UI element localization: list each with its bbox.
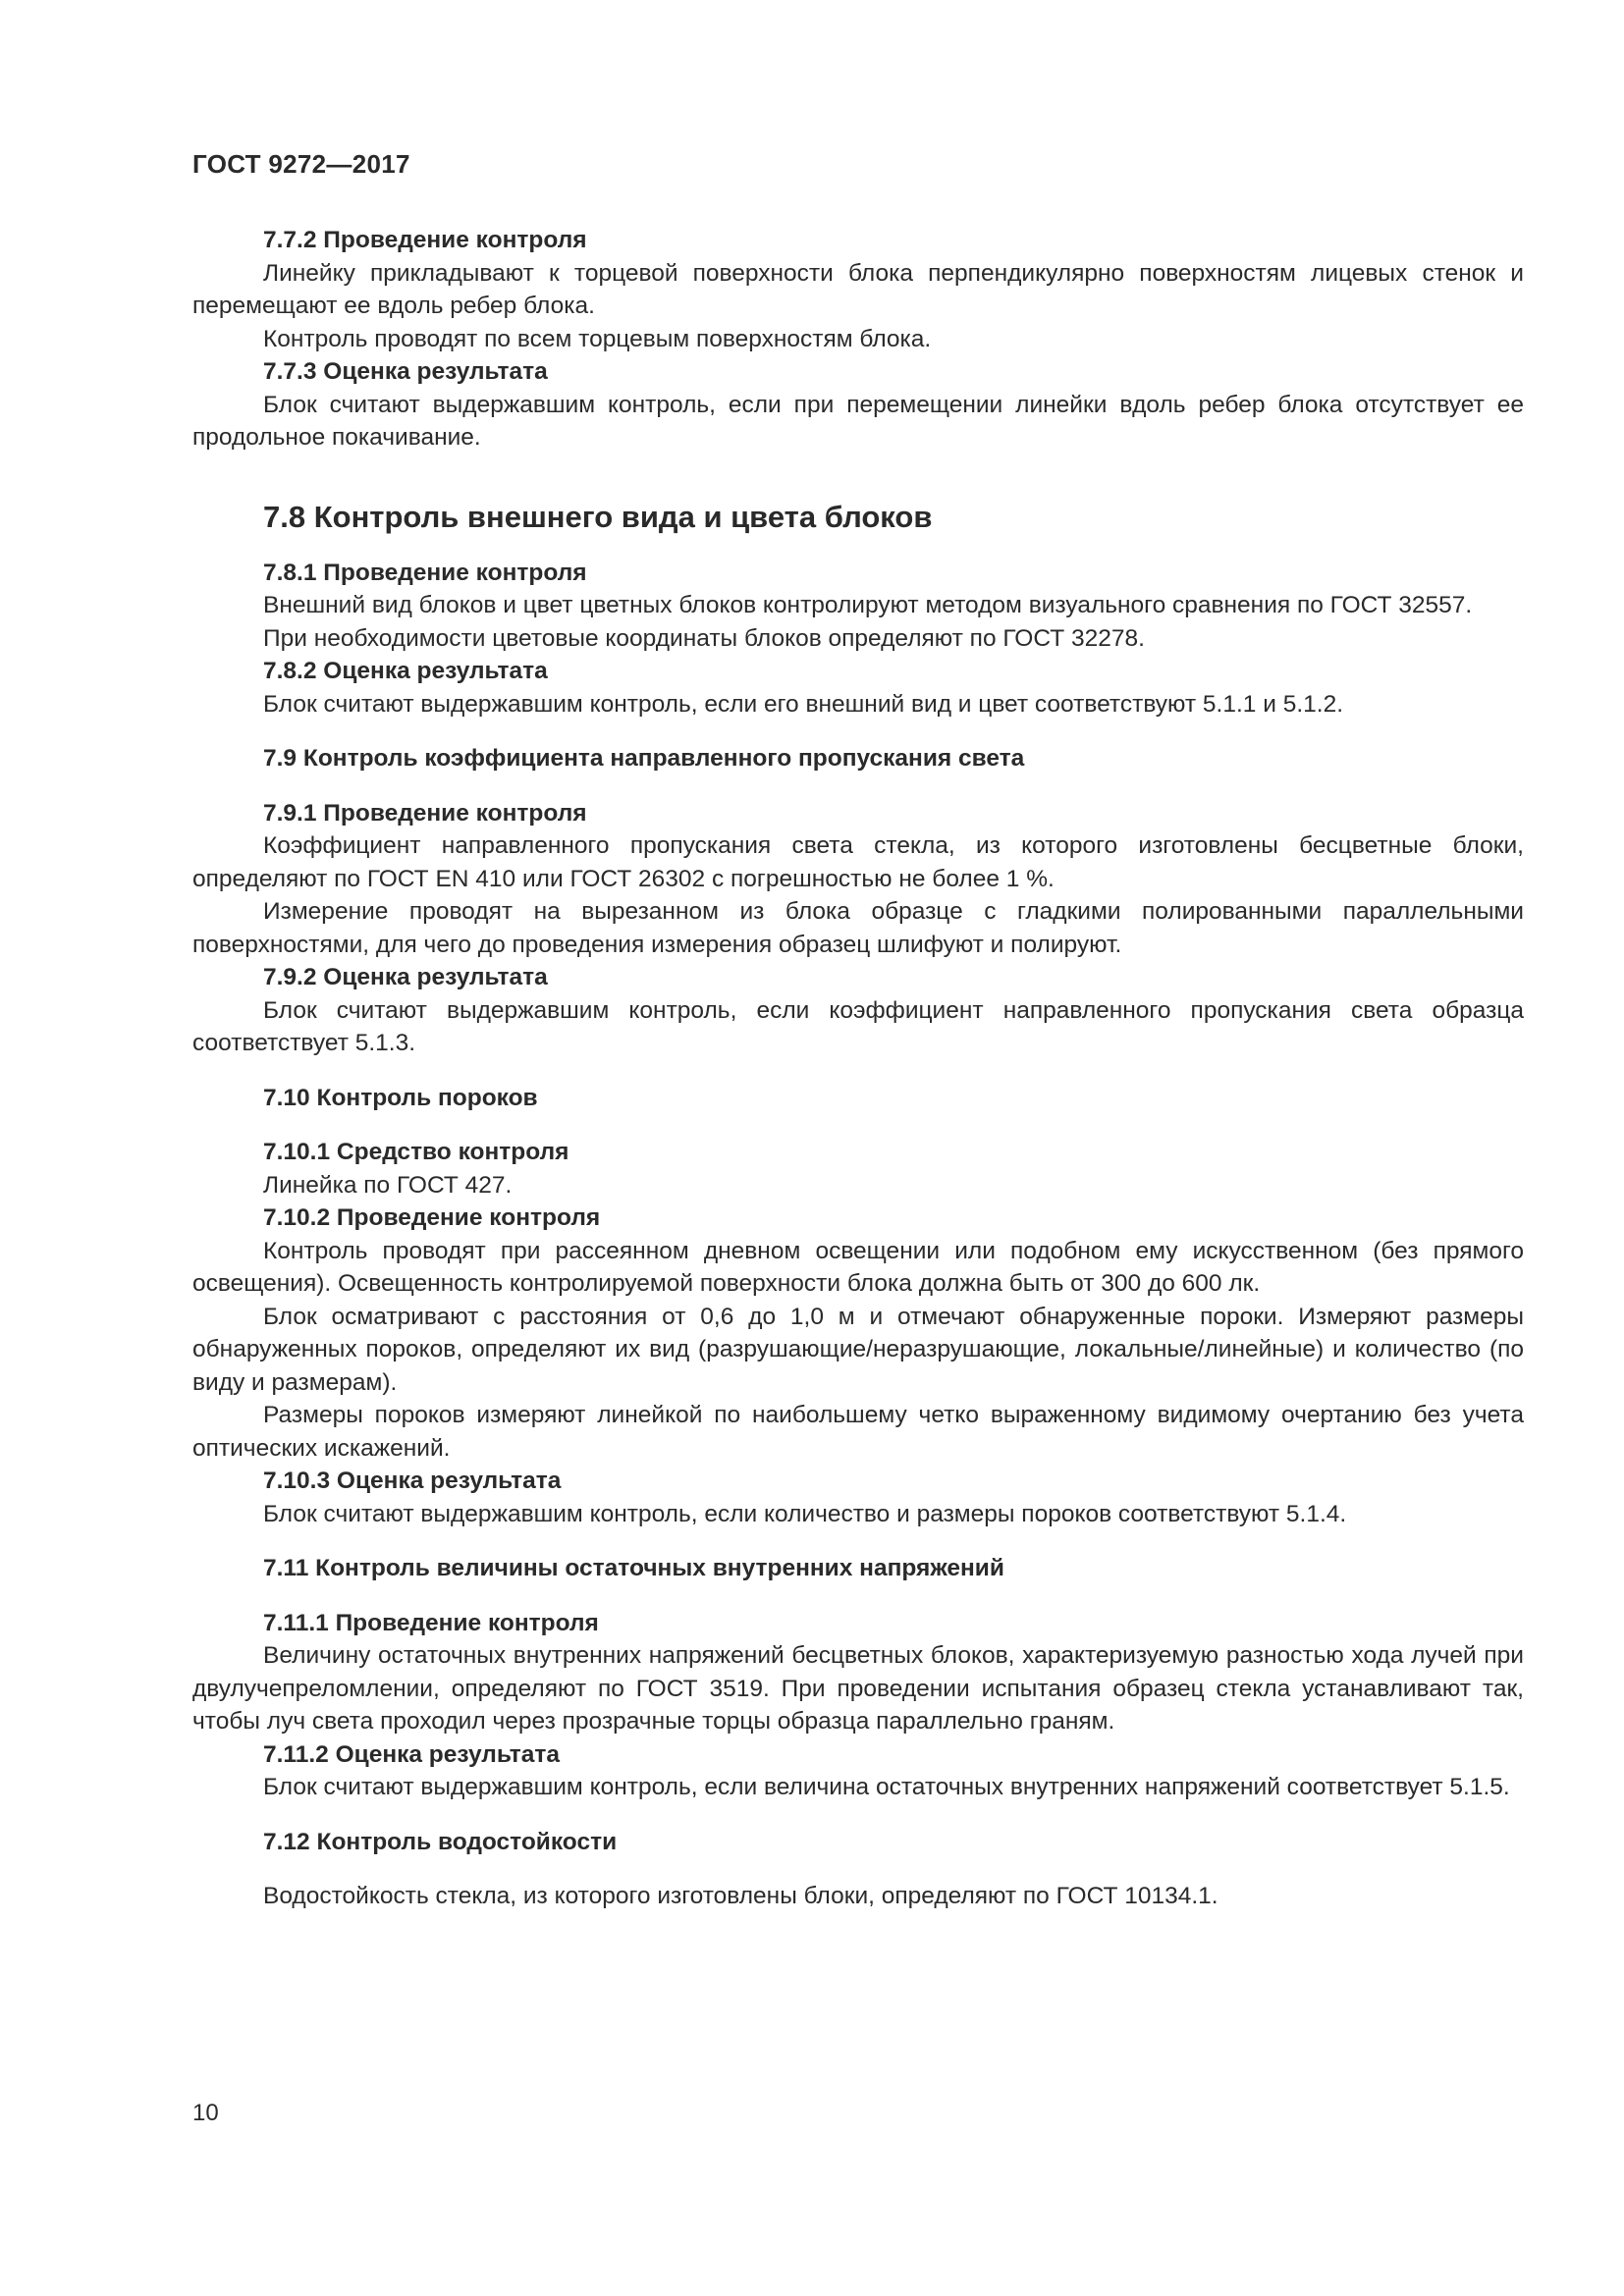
- clause-7-10-3-title: 7.10.3 Оценка результата: [263, 1468, 562, 1494]
- document-code: ГОСТ 9272—2017: [192, 149, 410, 179]
- clause-7-9-2-title: 7.9.2 Оценка результата: [263, 964, 548, 990]
- paragraph: Линейка по ГОСТ 427.: [263, 1171, 513, 1199]
- clause-7-7-2-title: 7.7.2 Проведение контроля: [263, 227, 587, 253]
- paragraph: Блок осматривают с расстояния от 0,6 до 1,0 м и отмечают обнаруженные пороки. Измеряют размеры обнаруженных пороков, определяют их вид (разрушающие/неразрушающие, локальные/линейные) и количество (по виду и размерам).: [192, 1303, 1524, 1396]
- clause-7-8-2-title: 7.8.2 Оценка результата: [263, 658, 548, 684]
- paragraph: Блок считают выдержавшим контроль, если его внешний вид и цвет соответствуют 5.1.1 и 5.1.2.: [263, 690, 1344, 718]
- paragraph: При необходимости цветовые координаты блоков определяют по ГОСТ 32278.: [263, 624, 1145, 652]
- document-page: [192, 0, 1524, 2296]
- paragraph: Контроль проводят при рассеянном дневном освещении или подобном ему искусственном (без прямого освещения). Освещенность контролируемой поверхности блока должна быть от 300 до 600 лк.: [192, 1237, 1524, 1297]
- paragraph: Размеры пороков измеряют линейкой по наибольшему четко выраженному видимому очертанию без учета оптических искажений.: [192, 1402, 1524, 1462]
- clause-7-11-1-title: 7.11.1 Проведение контроля: [263, 1609, 599, 1636]
- section-7-9-title: 7.9 Контроль коэффициента направленного пропускания света: [263, 745, 1025, 772]
- paragraph: Блок считают выдержавшим контроль, если при перемещении линейки вдоль ребер блока отсутствует ее продольное покачивание.: [192, 391, 1524, 451]
- clause-7-11-2-title: 7.11.2 Оценка результата: [263, 1740, 560, 1768]
- clause-7-10-1-title: 7.10.1 Средство контроля: [263, 1139, 569, 1165]
- section-7-12-title: 7.12 Контроль водостойкости: [263, 1828, 618, 1855]
- paragraph: Линейку прикладывают к торцевой поверхности блока перпендикулярно поверхностям лицевых стенок и перемещают ее вдоль ребер блока.: [192, 259, 1524, 319]
- section-7-10-title: 7.10 Контроль пороков: [263, 1084, 538, 1111]
- paragraph: Блок считают выдержавшим контроль, если коэффициент направленного пропускания света образца соответствует 5.1.3.: [192, 996, 1524, 1056]
- clause-7-7-3-title: 7.7.3 Оценка результата: [263, 358, 548, 385]
- clause-7-8-1-title: 7.8.1 Проведение контроля: [263, 559, 587, 586]
- clause-7-10-2-title: 7.10.2 Проведение контроля: [263, 1204, 601, 1231]
- clause-7-9-1-title: 7.9.1 Проведение контроля: [263, 799, 587, 827]
- section-7-11-title: 7.11 Контроль величины остаточных внутренних напряжений: [263, 1555, 1004, 1581]
- paragraph: Водостойкость стекла, из которого изготовлены блоки, определяют по ГОСТ 10134.1.: [263, 1883, 1218, 1909]
- section-7-8-title: 7.8 Контроль внешнего вида и цвета блоков: [263, 499, 933, 534]
- paragraph: Измерение проводят на вырезанном из блока образце с гладкими полированными параллельными поверхностями, для чего до проведения измерения образец шлифуют и полируют.: [192, 898, 1524, 958]
- paragraph: Контроль проводят по всем торцевым поверхностям блока.: [263, 325, 932, 352]
- document-body: [192, 224, 1524, 1913]
- paragraph: Внешний вид блоков и цвет цветных блоков контролируют методом визуального сравнения по ГОСТ 32557.: [263, 592, 1473, 618]
- paragraph: Коэффициент направленного пропускания света стекла, из которого изготовлены бесцветные блоки, определяют по ГОСТ EN 410 или ГОСТ 26302 с погрешностью не более 1 %.: [192, 832, 1524, 892]
- paragraph: Блок считают выдержавшим контроль, если величина остаточных внутренних напряжений соответствует 5.1.5.: [263, 1774, 1510, 1800]
- page-number: 10: [192, 2100, 219, 2126]
- paragraph: Величину остаточных внутренних напряжений бесцветных блоков, характеризуемую разностью хода лучей при двулучепреломлении, определяют по ГОСТ 3519. При проведении испытания образец стекла устанавливают так, чтобы луч света проходил через прозрачные торцы образца параллельно граням.: [192, 1642, 1524, 1735]
- paragraph: Блок считают выдержавшим контроль, если количество и размеры пороков соответствуют 5.1.4.: [263, 1500, 1347, 1527]
